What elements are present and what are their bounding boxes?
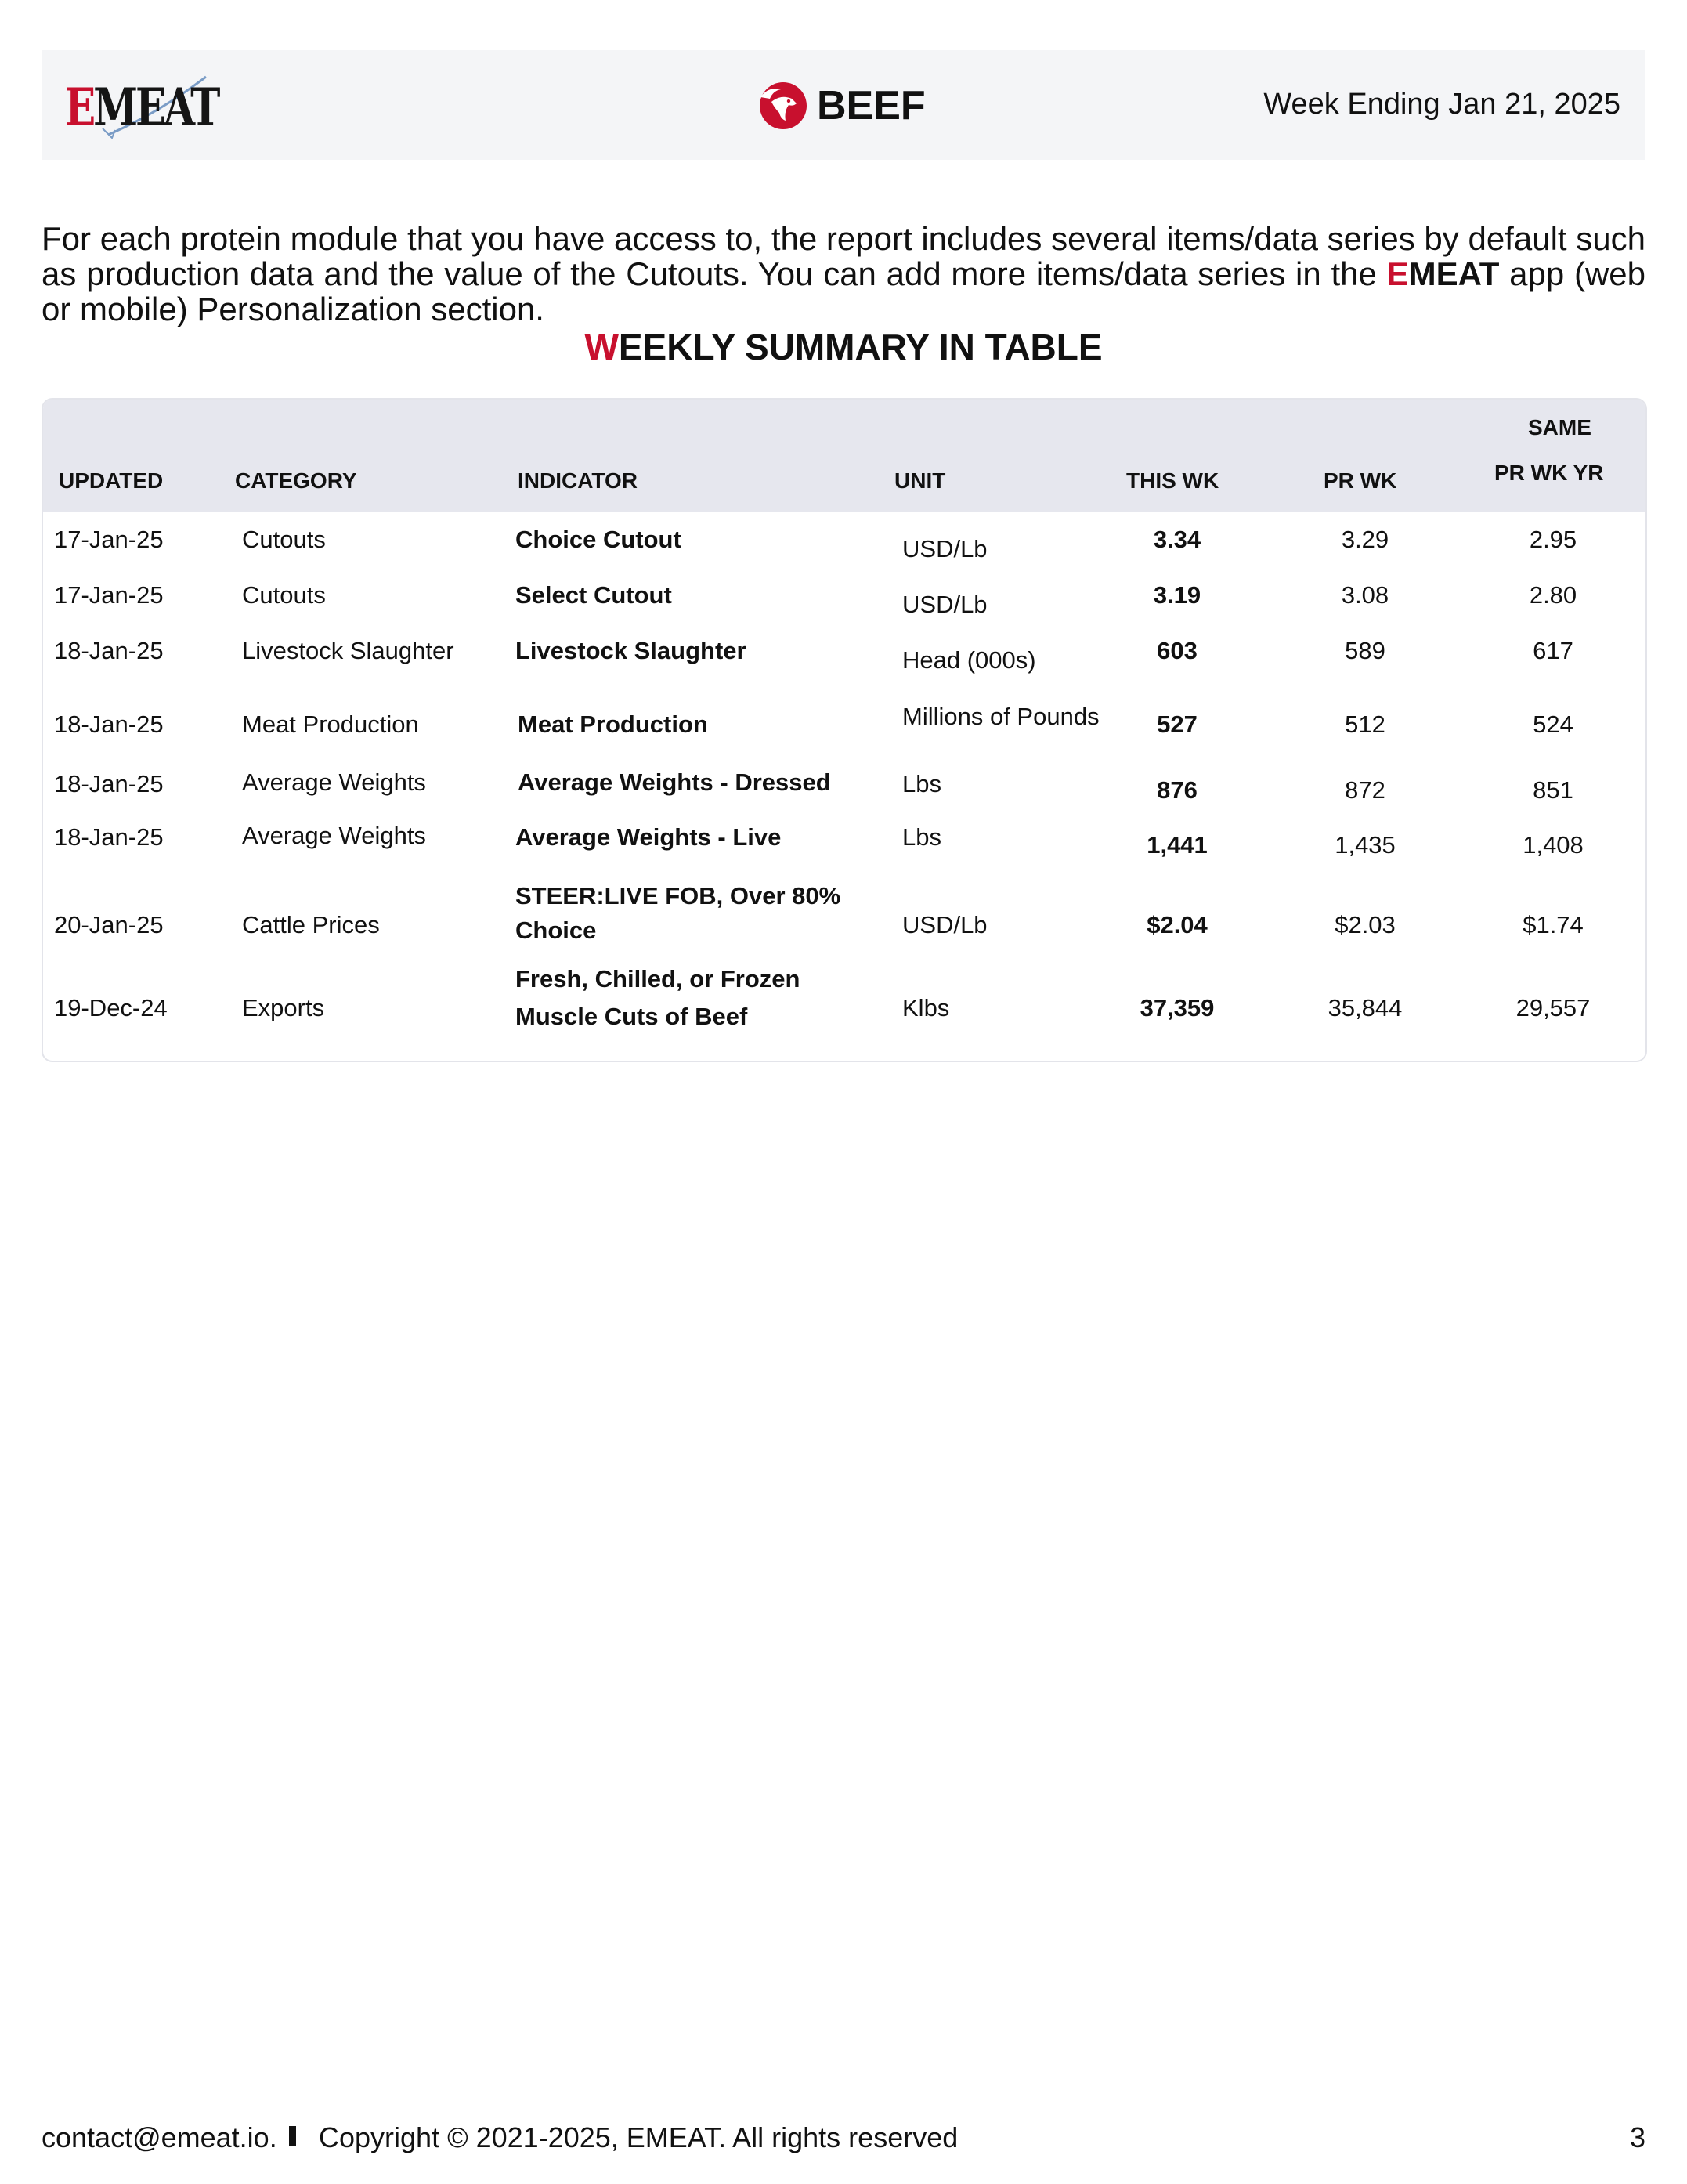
logo-wordmark — [65, 77, 218, 138]
cell-unit: Lbs — [902, 823, 941, 851]
cell-unit: USD/Lb — [902, 591, 988, 618]
cell-this-wk: 3.34 — [1153, 526, 1201, 553]
cell-category: Cutouts — [242, 581, 326, 609]
cell-unit: USD/Lb — [902, 535, 988, 562]
footer-separator — [289, 2126, 296, 2146]
cell-this-wk: $2.04 — [1147, 911, 1208, 938]
cell-updated: 19-Dec-24 — [54, 994, 168, 1021]
intro-paragraph — [42, 221, 1645, 327]
cell-category: Cattle Prices — [242, 911, 380, 938]
intro-emeat-letter-e: E — [1386, 255, 1409, 292]
cell-unit: Head (000s) — [902, 646, 1036, 674]
cell-this-wk: 37,359 — [1140, 994, 1215, 1021]
table-header — [43, 400, 1645, 512]
cell-pr-wk: 512 — [1345, 711, 1385, 738]
cell-category: Cutouts — [242, 526, 326, 553]
cell-pr-wk: 1,435 — [1335, 831, 1396, 859]
cell-unit: USD/Lb — [902, 911, 988, 938]
report-header — [42, 50, 1645, 160]
cell-category: Exports — [242, 994, 325, 1021]
section-title-rest: EEKLY SUMMARY IN TABLE — [618, 327, 1103, 367]
cell-pr-wk-yr: 617 — [1533, 637, 1573, 664]
cell-indicator — [515, 879, 840, 948]
cell-pr-wk: 35,844 — [1328, 994, 1403, 1021]
cell-this-wk: 3.19 — [1153, 581, 1201, 609]
cell-updated: 18-Jan-25 — [54, 637, 164, 664]
page-number: 3 — [1629, 2121, 1645, 2153]
cell-indicator: Average Weights - Live — [515, 823, 782, 851]
cell-updated: 18-Jan-25 — [54, 711, 164, 738]
intro-emeat-letters: MEAT — [1408, 255, 1500, 292]
cell-unit: Millions of Pounds — [902, 703, 1100, 730]
cell-pr-wk: 3.08 — [1341, 581, 1389, 609]
page-footer — [42, 2121, 1645, 2160]
cell-indicator-line2: Choice — [515, 917, 597, 944]
cell-this-wk: 1,441 — [1147, 831, 1208, 859]
cell-unit: Lbs — [902, 770, 941, 797]
cell-pr-wk: $2.03 — [1335, 911, 1396, 938]
cell-updated: 17-Jan-25 — [54, 581, 164, 609]
intro-text-part2: app (web or mobile) Personalization section. — [42, 255, 1645, 327]
header-this-wk: THIS WK — [1126, 468, 1219, 493]
cell-unit: Klbs — [902, 994, 950, 1021]
intro-emeat-brand — [1387, 255, 1500, 292]
cell-updated: 17-Jan-25 — [54, 526, 164, 553]
cell-indicator: Meat Production — [518, 711, 708, 738]
cell-category: Livestock Slaughter — [242, 637, 454, 664]
cell-this-wk: 876 — [1157, 776, 1198, 804]
cell-pr-wk-yr: 1,408 — [1523, 831, 1584, 859]
emeat-logo — [65, 74, 219, 141]
contact-email[interactable]: contact@emeat.io. — [42, 2121, 277, 2153]
cell-pr-wk: 589 — [1345, 637, 1385, 664]
header-indicator: INDICATOR — [518, 468, 638, 493]
cell-indicator — [515, 960, 800, 1036]
weekly-summary-table — [42, 398, 1647, 1062]
cell-indicator: Livestock Slaughter — [515, 637, 746, 664]
logo-letter-e: E — [65, 77, 94, 138]
section-title — [42, 326, 1645, 368]
cell-pr-wk-yr: $1.74 — [1523, 911, 1584, 938]
header-pr-wk-yr: PR WK YR — [1494, 461, 1604, 485]
header-category: CATEGORY — [235, 468, 357, 493]
cell-pr-wk-yr: 29,557 — [1515, 994, 1591, 1021]
cell-indicator: Select Cutout — [515, 581, 672, 609]
cell-category: Meat Production — [242, 711, 419, 738]
cow-head-icon — [757, 80, 809, 132]
cell-updated: 18-Jan-25 — [54, 823, 164, 851]
copyright-notice: Copyright © 2021-2025, EMEAT. All rights reserved — [319, 2121, 959, 2153]
protein-module-title — [757, 78, 926, 133]
cell-pr-wk: 872 — [1345, 776, 1385, 804]
brand-label: BEEF — [817, 83, 926, 128]
cell-pr-wk-yr: 851 — [1533, 776, 1573, 804]
cell-category: Average Weights — [242, 822, 426, 849]
cell-category: Average Weights — [242, 768, 426, 796]
intro-text-part1: For each protein module that you have access to, the report includes several items/data series by default such as production data and the value of the Cutouts. You can add more items/data series in the — [42, 220, 1645, 292]
cell-pr-wk: 3.29 — [1341, 526, 1389, 553]
cell-indicator: Average Weights - Dressed — [518, 768, 831, 796]
cell-indicator-line1: Fresh, Chilled, or Frozen — [515, 965, 800, 993]
cell-pr-wk-yr: 524 — [1533, 711, 1573, 738]
cell-indicator: Choice Cutout — [515, 526, 681, 553]
cell-indicator-line2: Muscle Cuts of Beef — [515, 1003, 748, 1030]
cell-this-wk: 527 — [1157, 711, 1198, 738]
logo-letters-meat: MEAT — [93, 77, 219, 138]
cell-updated: 18-Jan-25 — [54, 770, 164, 797]
section-title-first-letter: W — [584, 327, 619, 367]
week-ending-date: Week Ending Jan 21, 2025 — [1263, 88, 1620, 121]
cell-pr-wk-yr: 2.80 — [1529, 581, 1577, 609]
header-same: SAME — [1528, 415, 1591, 439]
cell-indicator-line1: STEER:LIVE FOB, Over 80% — [515, 882, 841, 909]
cell-pr-wk-yr: 2.95 — [1529, 526, 1577, 553]
header-unit: UNIT — [894, 468, 946, 493]
cell-updated: 20-Jan-25 — [54, 911, 164, 938]
header-updated: UPDATED — [59, 468, 164, 493]
header-pr-wk: PR WK — [1324, 468, 1397, 493]
cell-this-wk: 603 — [1157, 637, 1198, 664]
